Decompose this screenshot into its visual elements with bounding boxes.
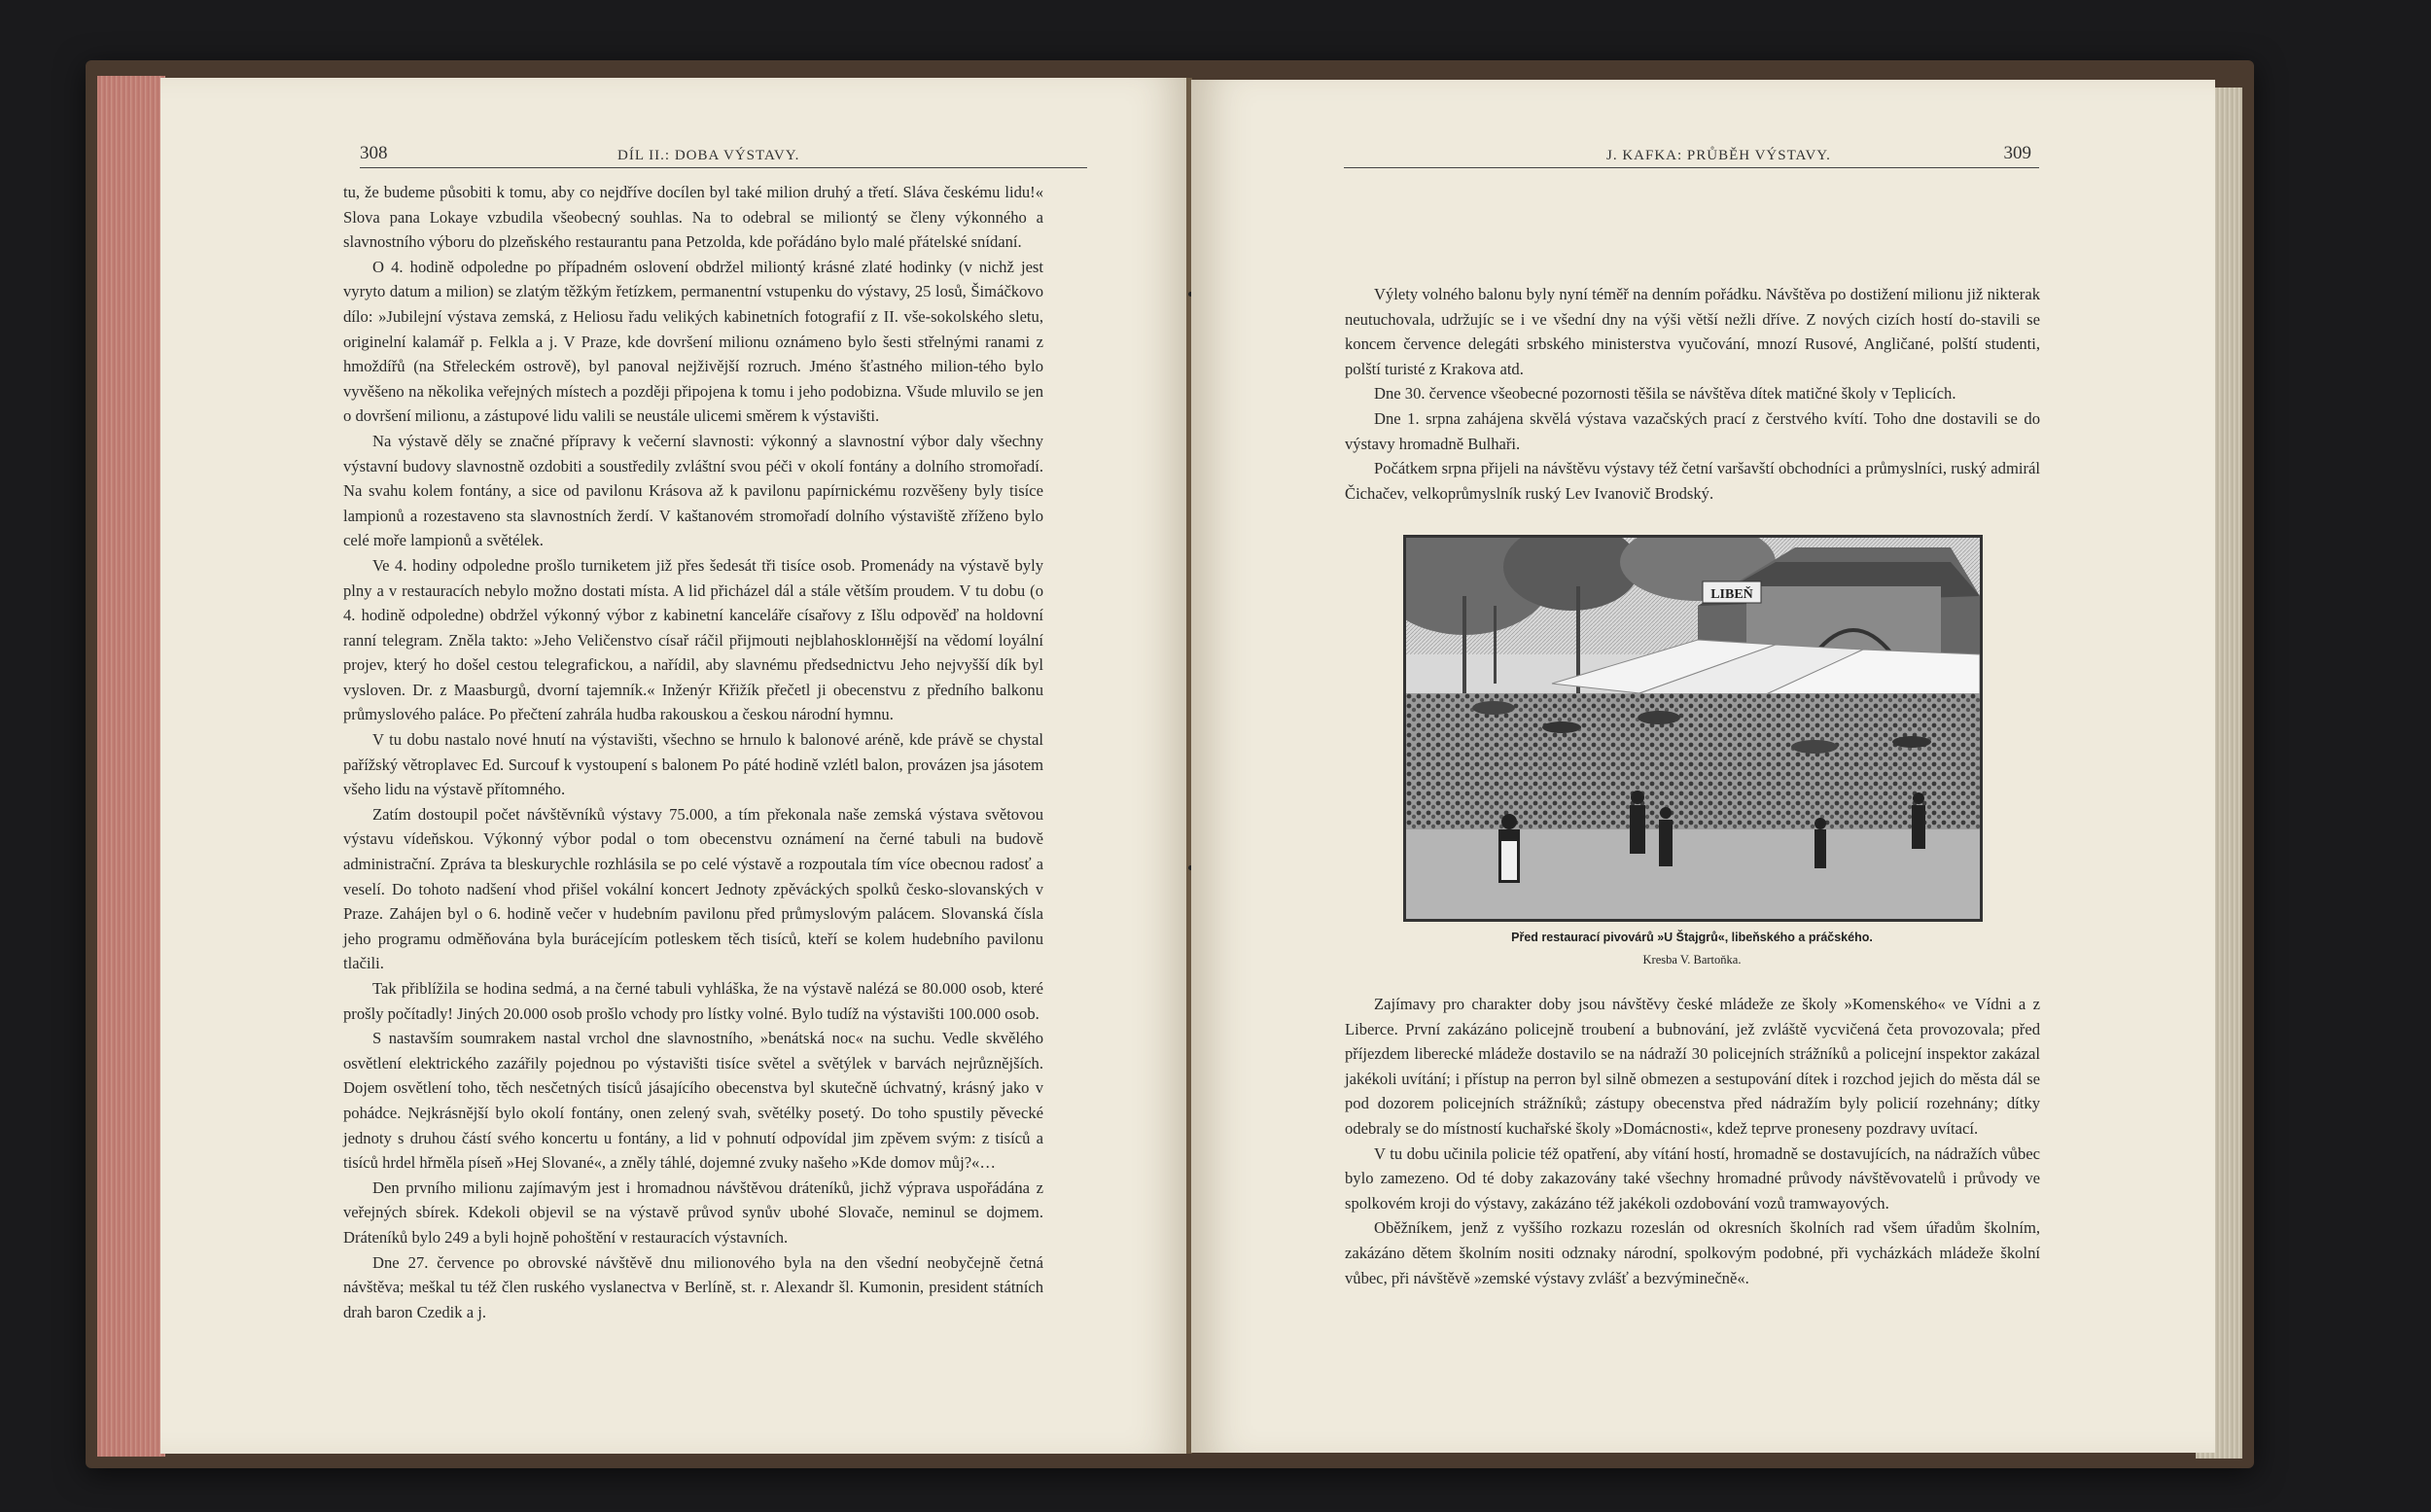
paragraph: Dne 1. srpna zahájena skvělá výstava vazačských prací z čerstvého kvítí. Toho dne dostavili se do výstavy hromadně Bulhaři.: [1345, 408, 2040, 453]
paragraph: V tu dobu učinila policie též opatření, aby vítání hostí, hromadně se dostavujících, na nádražích vůbec bylo zamezeno. Od té doby zakazovány také všechny hromadné průvody návštěvovatelů i průvody ve spolkovém kroji do výstavy, zakázáno též jakékoli ozdobování vozů tramwayových.: [1345, 1143, 2040, 1213]
engraving-illustration: [1406, 538, 1980, 919]
paragraph: Zajímavy pro charakter doby jsou návštěvy české mládeže ze školy »Komenského« ve Vídni a z Liberce. První zakázáno policejně troubení a bubnování, jež zvláště vycvičená četa provozovala; před příjezdem liberecké mládeže dostavilo se na nádraží 30 policejních strážníků a policejní inspektor zakázal jakékoli uvítání; i přístup na perron byl silně obmezen a sestupování dítek i rozchod jejich do města dál se pod dozorem policejních strážníků; zástupy obecenstva před nádražím byly policií rozehnány; dítky odebraly se do místností kuchařské školy »Domácnosti«, kdež teprve proneseny pozdravy uvítací.: [1345, 995, 2040, 1138]
paragraph: Ve 4. hodiny odpoledne prošlo turniketem již přes šedesát tři tisíce osob. Promenády na výstavě byly plny a v restauracích nebylo možno dostati místa. A lid přicházel dál a stále větším proudem. V tu dobu (o 4. hodině odpoledne) obdržel výkonný výbor z kabinetní kanceláře císařovy z Išlu odpověď na holdovní ranní telegram. Zněla takto: »Jeho Veličenstvo císař ráčil přijmouti nejblahoskloннější na vědomí loyální projev, který ho došel cestou telegrafickou, a nařídil, aby slavnému předsednictvu Jeho nejvyšší dík byl vysloven. Dr. z Maasburgů, dvorní tajemník.« Inženýr Křižík přečetl ji obecenstvu z předního balkonu průmyslového paláce. Po přečtení zahrála hudba rakouskou a českou národní hymnu.: [343, 555, 1043, 724]
paragraph: Dne 30. července všeobecné pozornosti těšila se návštěva dítek matičné školy v Teplicích.: [1374, 384, 1956, 404]
paragraph: V tu dobu nastalo nové hnutí na výstavišti, všechno se hrnulo k balonové aréně, kde právě se chystal pařížský větroplavec Ed. Surcouf k vystoupení s balonem Po páté hodině vzlétl balon, provázen jsa jásotem všeho lidu na výstavě přítomného.: [343, 730, 1043, 799]
figure-credit: Kresba V. Bartoňka.: [1642, 953, 1742, 967]
paragraph: Dne 27. července po obrovské návštěvě dnu milionového byla na den všední neobyčejně četná návštěva; meškal tu též člen ruského vyslanectva v Berlíně, st. r. Alexandr šl. Kumonin, president státních drah baron Czedik a j.: [343, 1252, 1043, 1321]
pavilion-sign: LIBEŇ: [1710, 587, 1753, 602]
paragraph: Výlety volného balonu byly nyní téměř na denním pořádku. Návštěva po dostižení milionu již nikterak neutuchovala, udržujíc se i ve všední dny na výši větší nežli dříve. Z nových cizích hostí do-stavili se koncem července delegáti srbského ministerstva vyučování, mnozí Rusové, Angličané, polští studenti, polští turisté z Krakova atd.: [1345, 285, 2040, 378]
left-running-header: [360, 143, 1087, 168]
illustration-restaurant-scene: [1403, 535, 1983, 922]
paragraph: O 4. hodině odpoledne po případném oslovení obdržel miliontý krásné zlaté hodinky (v nichž jest vyryto datum a milion) se zlatým těžkým řetízkem, permanentní vstupenku do výstavy, 25 losů, Šimáčkovo dílo: »Jubilejní výstava zemská, z Heliosu řadu velikých kabinetních fotografií z II. vše-sokolského sletu, originelní kalamář p. Felkla a j. V Praze, kde dovršení milionu oznámeno bylo šesti střelnými ranami z hmoždířů (na Střeleckém ostrově), byl panoval nejživější rozruch. Jméno šťastného milion-tého bylo vyvěšeno na několika veřejných místech a později připojena k tomu i jeho podobizna. Všude mluvilo se jen o dovršení milionu, a zástupové lidu valili se neustále ulicemi směrem k výstavišti.: [343, 257, 1043, 426]
left-body-text: [343, 180, 1043, 1324]
paragraph: Na výstavě děly se značné přípravy k večerní slavnosti: výkonný a slavnostní výbor daly všechny výstavní budovy slavnostně ozdobiti a soustředily zvláštní svou péči v okolí fontány a dolního stromořadí. Na svahu kolem fontány, a sice od pavilonu Krásova až k pavilonu papírnickému rozvěšeny byly tisíce lampionů a rozestaveno sta slavnostních žerdí. V kaštanovém stromořadí dolního výstaviště zříženo bylo celé moře lampionů a světélek.: [343, 431, 1043, 550]
figure-caption: Před restaurací pivovárů »U Štajgrů«, libeňského a práčského.: [1511, 931, 1873, 944]
right-running-head: J. KAFKA: PRŮBĚH VÝSTAVY.: [1606, 148, 1831, 163]
paragraph: Počátkem srpna přijeli na návštěvu výstavy též četní varšavští obchodníci a průmyslníci, ruský admirál Čichačev, velkoprůmyslník ruský Lev Ivanovič Brodský.: [1345, 459, 2040, 503]
right-body-text-top: [1345, 282, 2040, 506]
paragraph: tu, že budeme působiti k tomu, aby co nejdříve docílen byl také milion druhý a třetí. Sláva českému lidu!« Slova pana Lokaye vzbudila všeobecný souhlas. Na to odebral se miliontý se členy výkonného a slavnostního výboru do plzeňského restaurantu pana Petzolda, kde pořádáno bylo malé přátelské snídaní.: [343, 183, 1043, 252]
right-body-text-bottom: [1345, 992, 2040, 1290]
paragraph: S nastavším soumrakem nastal vrchol dne slavnostního, »benátská noc« na suchu. Vedle skvělého osvětlení elektrického zazářily pojednou po výstavišti tisíce světel a světýlek v barvách nejrůznějších. Dojem osvětlení toho, těch nesčetných tisíců jásajícího obecenstva byl skutečně úchvatný, krásný jako v pohádce. Nejkrásnější bylo okolí fontány, onen zelený svah, světélky posetý. Do toho spustily pěvecké jednoty s druhou částí svého koncertu u fontány, a lid v pohnutí odpovídal jim zpěvem svým: z tisíců a tisíců hrdel hřměla píseň »Hej Slované«, a zněly táhlé, dojemné zvuky našeho »Kde domov můj?«…: [343, 1029, 1043, 1173]
paragraph: Den prvního milionu zajímavým jest i hromadnou návštěvou dráteníků, jichž výprava uspořádána z veřejných sbírek. Kdekoli objevil se na výstavě průvod synův ubohé Slovače, neminul se dojmem. Dráteníků bylo 249 a byli hojně pohoštění v restauracích výstavních.: [343, 1178, 1043, 1247]
paragraph: Oběžníkem, jenž z vyššího rozkazu rozeslán od okresních školních rad všem úřadům školním, zakázáno dětem školním nositi odznaky národní, spolkovým podobné, při vycházkách mládeže školní vůbec, při návštěvě »zemské výstavy zvlášť a bezvýminečně«.: [1345, 1218, 2040, 1287]
page-edges-left: [97, 76, 165, 1457]
left-page-number: 308: [360, 143, 388, 163]
paragraph: Zatím dostoupil počet návštěvníků výstavy 75.000, a tím překonala naše zemská výstava světovou výstavu vídeňskou. Výkonný výbor podal o tom obecenstvu oznámení na černé tabuli na budově administrační. Zpráva ta bleskurychle rozhlásila se po celé výstavě a rozpoutala tím více obecnou radosť a veselí. Do tohoto nadšení vhod přišel vokální koncert Jednoty zpěváckých spolků česko-slovanských v Praze. Zahájen byl o 6. hodině večer v hudebním pavilonu před průmyslovým palácem. Slovanská čísla jeho programu odměňována byla burácejícím potleskem těch tisíců, kteří se kolem hudebního pavilonu tlačili.: [343, 804, 1043, 973]
left-running-head: DÍL II.: DOBA VÝSTAVY.: [617, 148, 800, 163]
right-running-header: [1344, 143, 2039, 168]
right-page-number: 309: [2003, 143, 2031, 163]
paragraph: Tak přiblížila se hodina sedmá, a na černé tabuli vyhláška, že na výstavě nalézá se 80.000 osob, které prošly počítadly! Jiných 20.000 osob prošlo vchody pro lístky volné. Bylo tudíž na výstavišti 100.000 osob.: [343, 979, 1043, 1023]
